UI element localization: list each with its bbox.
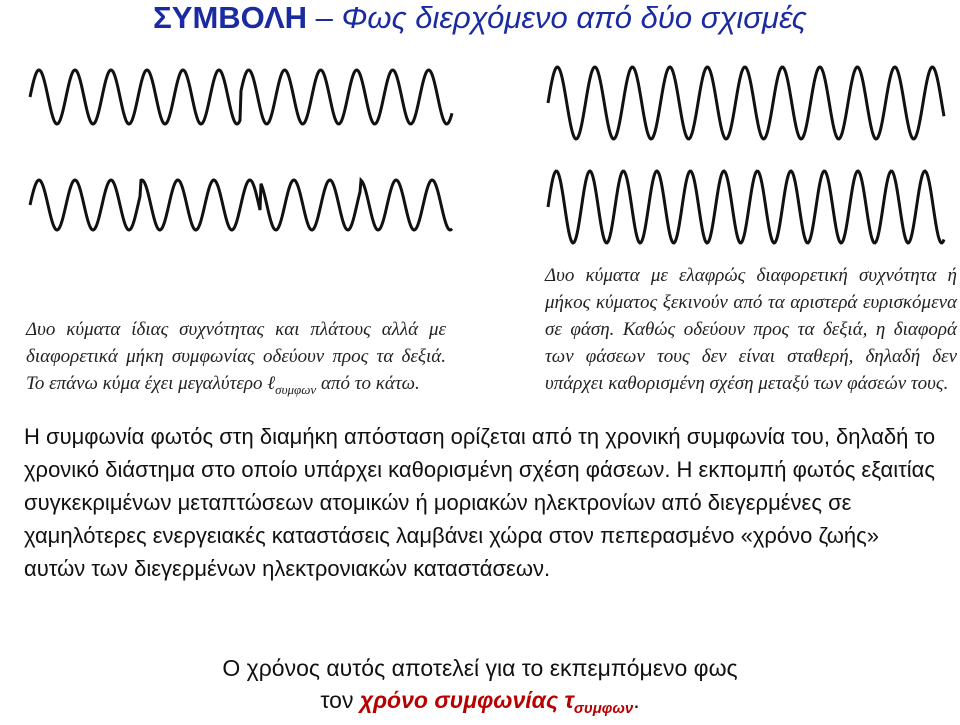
body-paragraph: Η συμφωνία φωτός στη διαμήκη απόσταση ορίζεται από τη χρονική συμφωνία του, δηλαδή το χρονικό διάστημα στο οποίο υπάρχει καθορισμένη σχέση φάσεων. Η εκπομπή φωτός εξαιτίας συγκεκριμένων μεταπτώσεων ατομικών ή μοριακών ηλεκτρονίων από διεγερμένες σε χαμηλότερες ενεργειακές καταστάσεις λαμβάνει χώρα στον πεπερασμένο «χρόνο ζωής» αυτών των διεγερμένων ηλεκτρονιακών καταστάσεων. [24,424,936,581]
caption-right [545,262,957,397]
title-italic: Φως διερχόμενο από δύο σχισμές [341,0,807,35]
footer-tail: . [633,687,640,713]
coherence-time-label: χρόνο συμφωνίας τ [359,687,574,713]
caption-left-tail: από το κάτω. [316,373,420,394]
wave-left-bottom [30,180,452,230]
footer-prefix: τον [320,687,360,713]
caption-left-text: Δυο κύματα ίδιας συχνότητας και πλάτους αλλά με διαφορετικά μήκη συμφωνίας οδεύουν προς τα δεξιά. Το επάνω κύμα έχει μεγαλύτερο [26,319,446,394]
wave-right-top [548,67,944,139]
footer-line1: Ο χρόνος αυτός αποτελεί για το εκπεμπόμενο φως [222,655,738,681]
coherence-time-term [359,687,634,717]
wave-right-bottom [548,171,944,243]
caption-left [26,316,446,403]
wave-left-top [30,70,452,124]
coherence-length-subscript: συμφων [275,381,317,397]
title-dash: – [307,0,342,35]
footer-statement [0,652,960,725]
coherence-time-subscript: συμφων [573,700,634,717]
coherence-length-symbol: ℓ [267,373,276,394]
caption-right-text: Δυο κύματα με ελαφρώς διαφορετική συχνότητα ή μήκος κύματος ξεκινούν από τα αριστερά ευρισκόμενα σε φάση. Καθώς οδεύουν προς τα δεξιά, η διαφορά των φάσεων τους δεν είναι σταθερή, δηλαδή δεν υπάρχει καθορισμένη σχέση μεταξύ των φάσεών τους. [545,265,957,394]
title-bold: ΣΥΜΒΟΛΗ [153,0,308,35]
footer-line2 [0,684,960,725]
